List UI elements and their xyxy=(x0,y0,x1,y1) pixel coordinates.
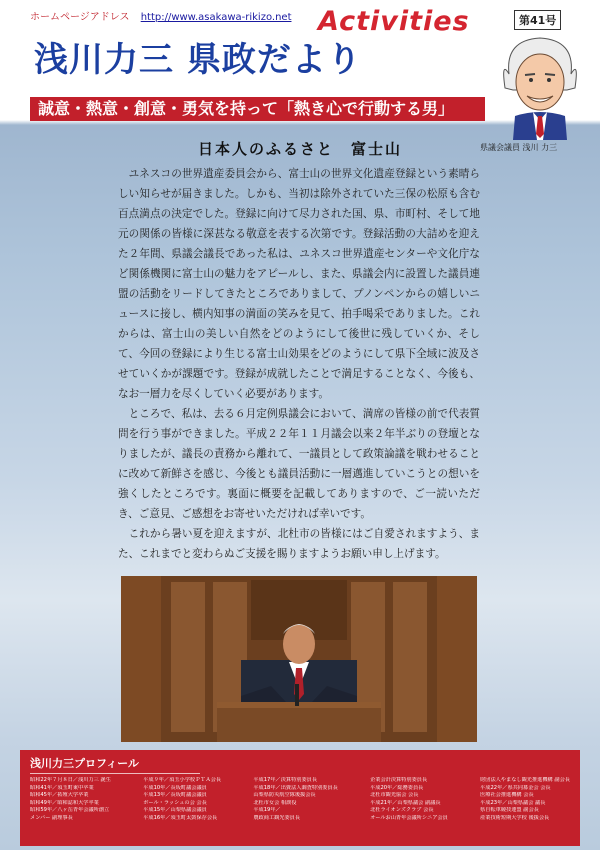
profile-entry: メンバー 副理事長 xyxy=(30,814,73,821)
profile-entry: 平成20年／総務委員長 xyxy=(370,784,424,791)
profile-entry: 北杜市女会 相談役 xyxy=(253,799,297,806)
profile-entry: 平成15年／山梨県議会議員 xyxy=(143,807,207,813)
newsletter-title: 浅川力三 県政だより xyxy=(34,40,362,80)
profile-entry: 平成10年／長坂町議会議員 xyxy=(143,784,207,791)
slogan-banner xyxy=(30,97,485,121)
homepage-label: ホームページアドレス xyxy=(30,12,130,23)
profile-box xyxy=(20,750,580,846)
profile-entry: 平成17年／決算特別委員長 xyxy=(253,777,318,783)
caricature-caption: 県議会議員 浅川 力三 xyxy=(480,143,558,152)
profile-entry: 平成21年／山梨県議会 副議長 xyxy=(370,799,441,806)
profile-entry: 昭和22年７月８日／浅川力三 誕生 xyxy=(30,777,111,783)
profile-entry: 医療社会推進機構 会長 xyxy=(480,792,534,798)
profile-entry: 山梨県防災航空隊後援会長 xyxy=(253,792,316,798)
profile-entry: 平成16年／須玉町太鼓保存会長 xyxy=(143,814,218,821)
slogan-text: 誠意・熱意・創意・勇気を持って「熱き心で行動する男」 xyxy=(38,99,455,118)
article-title: 日本人のふるさと 富士山 xyxy=(197,140,402,158)
podium-speech-photo xyxy=(121,576,477,742)
profile-column xyxy=(370,777,448,822)
profile-entry: 企業会計決算特別委員長 xyxy=(370,777,428,783)
article-paragraph: ユネスコの世界遺産委員会から、富士山の世界文化遺産登録という素晴らしい知らせが届きました。しかも、当初は除外されていた三保の松原も含む百点満点の決定でした。登録に向けて尽力された国、県、市町村、そして地元の関係の皆様に深甚なる敬意を表する次第です。登録活動の大詰めを迎えた２年間、県議会議長であった私は、ユネスコ世界遺産センターや文化庁など関係機関に富士山の魅力をアピールし、また、県議会内に設置した議員連盟の活動をリードしてきたところでありまして、プノンペンからの嬉しいニュースに接し、横内知事の満面の笑みを見て、拍手喝采でありました。これからは、富士山の美しい自然をどのようにして後世に残していくか、そして、今回の登録により生じる富士山効果をどのようにして県下全域に波及させていくかが課題です。登録が成就したことで満足することなく、今後も、なお一層力を尽くしていく必要があります。 xyxy=(118,168,480,400)
profile-entry: 県自転車競技連盟 副会長 xyxy=(480,807,539,813)
profile-entry: オールお山青年会議所シニア会員 xyxy=(370,814,448,821)
profile-column xyxy=(253,777,337,822)
profile-entry: 財団法人やまなし観光推進機構 副会長 xyxy=(480,777,570,783)
profile-heading: 浅川力三プロフィール xyxy=(30,755,200,774)
profile-column xyxy=(30,777,111,822)
profile-entry: 平成19年／ xyxy=(253,807,281,813)
issue-number-badge: 第41号 xyxy=(514,10,561,30)
profile-entry: 昭和49年／昭和誌和大学卒業 xyxy=(30,799,99,806)
homepage-line xyxy=(30,8,291,23)
article-paragraph: これから暑い夏を迎えますが、北杜市の皆様にはご自愛されますよう、また、これまでと変わらぬご支援を賜りますようお願い申し上げます。 xyxy=(118,528,480,560)
article-paragraph: ところで、私は、去る６月定例県議会において、満席の皆様の前で代表質問を行う事ができました。平成２２年１１月議会以来２年半ぶりの登壇となりましたが、議長の責務から離れて、一議員として政策論議を戦わせることに改めて新鮮さを感じ、今後とも議員活動に一層邁進していこうとの想いを強くしたところです。裏面に概要を記載してありますので、ご一読いただき、ご意見、ご感想をお寄せいただければ幸いです。 xyxy=(118,408,480,520)
profile-entry: 平成23年／山梨県議会 議長 xyxy=(480,799,546,806)
profile-entry: 農政商工観光委員長 xyxy=(253,814,301,821)
homepage-url-link[interactable]: http://www.asakawa-rikizo.net xyxy=(140,12,292,23)
profile-entry: 昭和45年／拓殖大学卒業 xyxy=(30,792,89,798)
profile-entry: 北杜ライオンズクラブ 会長 xyxy=(370,807,434,813)
profile-columns xyxy=(30,777,570,822)
profile-entry: 昭和59年／八ヶ岳青年会議所創立 xyxy=(30,807,110,813)
profile-entry: 産業技術短期大学校 後援会長 xyxy=(480,814,550,821)
profile-entry: 平成18年／出資法人調査特別委員長 xyxy=(253,784,338,791)
profile-entry: 平成９年／須玉小学校ＰＴＡ会長 xyxy=(143,777,222,783)
profile-entry: 平成13年／長坂町議会議員 xyxy=(143,792,207,798)
profile-entry: 北杜市観光協会 会長 xyxy=(370,792,419,798)
article-body xyxy=(118,164,480,564)
activities-logo: Activities xyxy=(318,6,470,37)
caricature-portrait-image xyxy=(495,30,585,140)
profile-entry: 平成22年／県共同募金会 会長 xyxy=(480,784,551,791)
profile-entry: ボール・ラッシュの会 会長 xyxy=(143,799,207,806)
profile-column xyxy=(143,777,221,822)
profile-column xyxy=(480,777,570,822)
profile-entry: 昭和41年／須玉町東中卒業 xyxy=(30,784,94,791)
